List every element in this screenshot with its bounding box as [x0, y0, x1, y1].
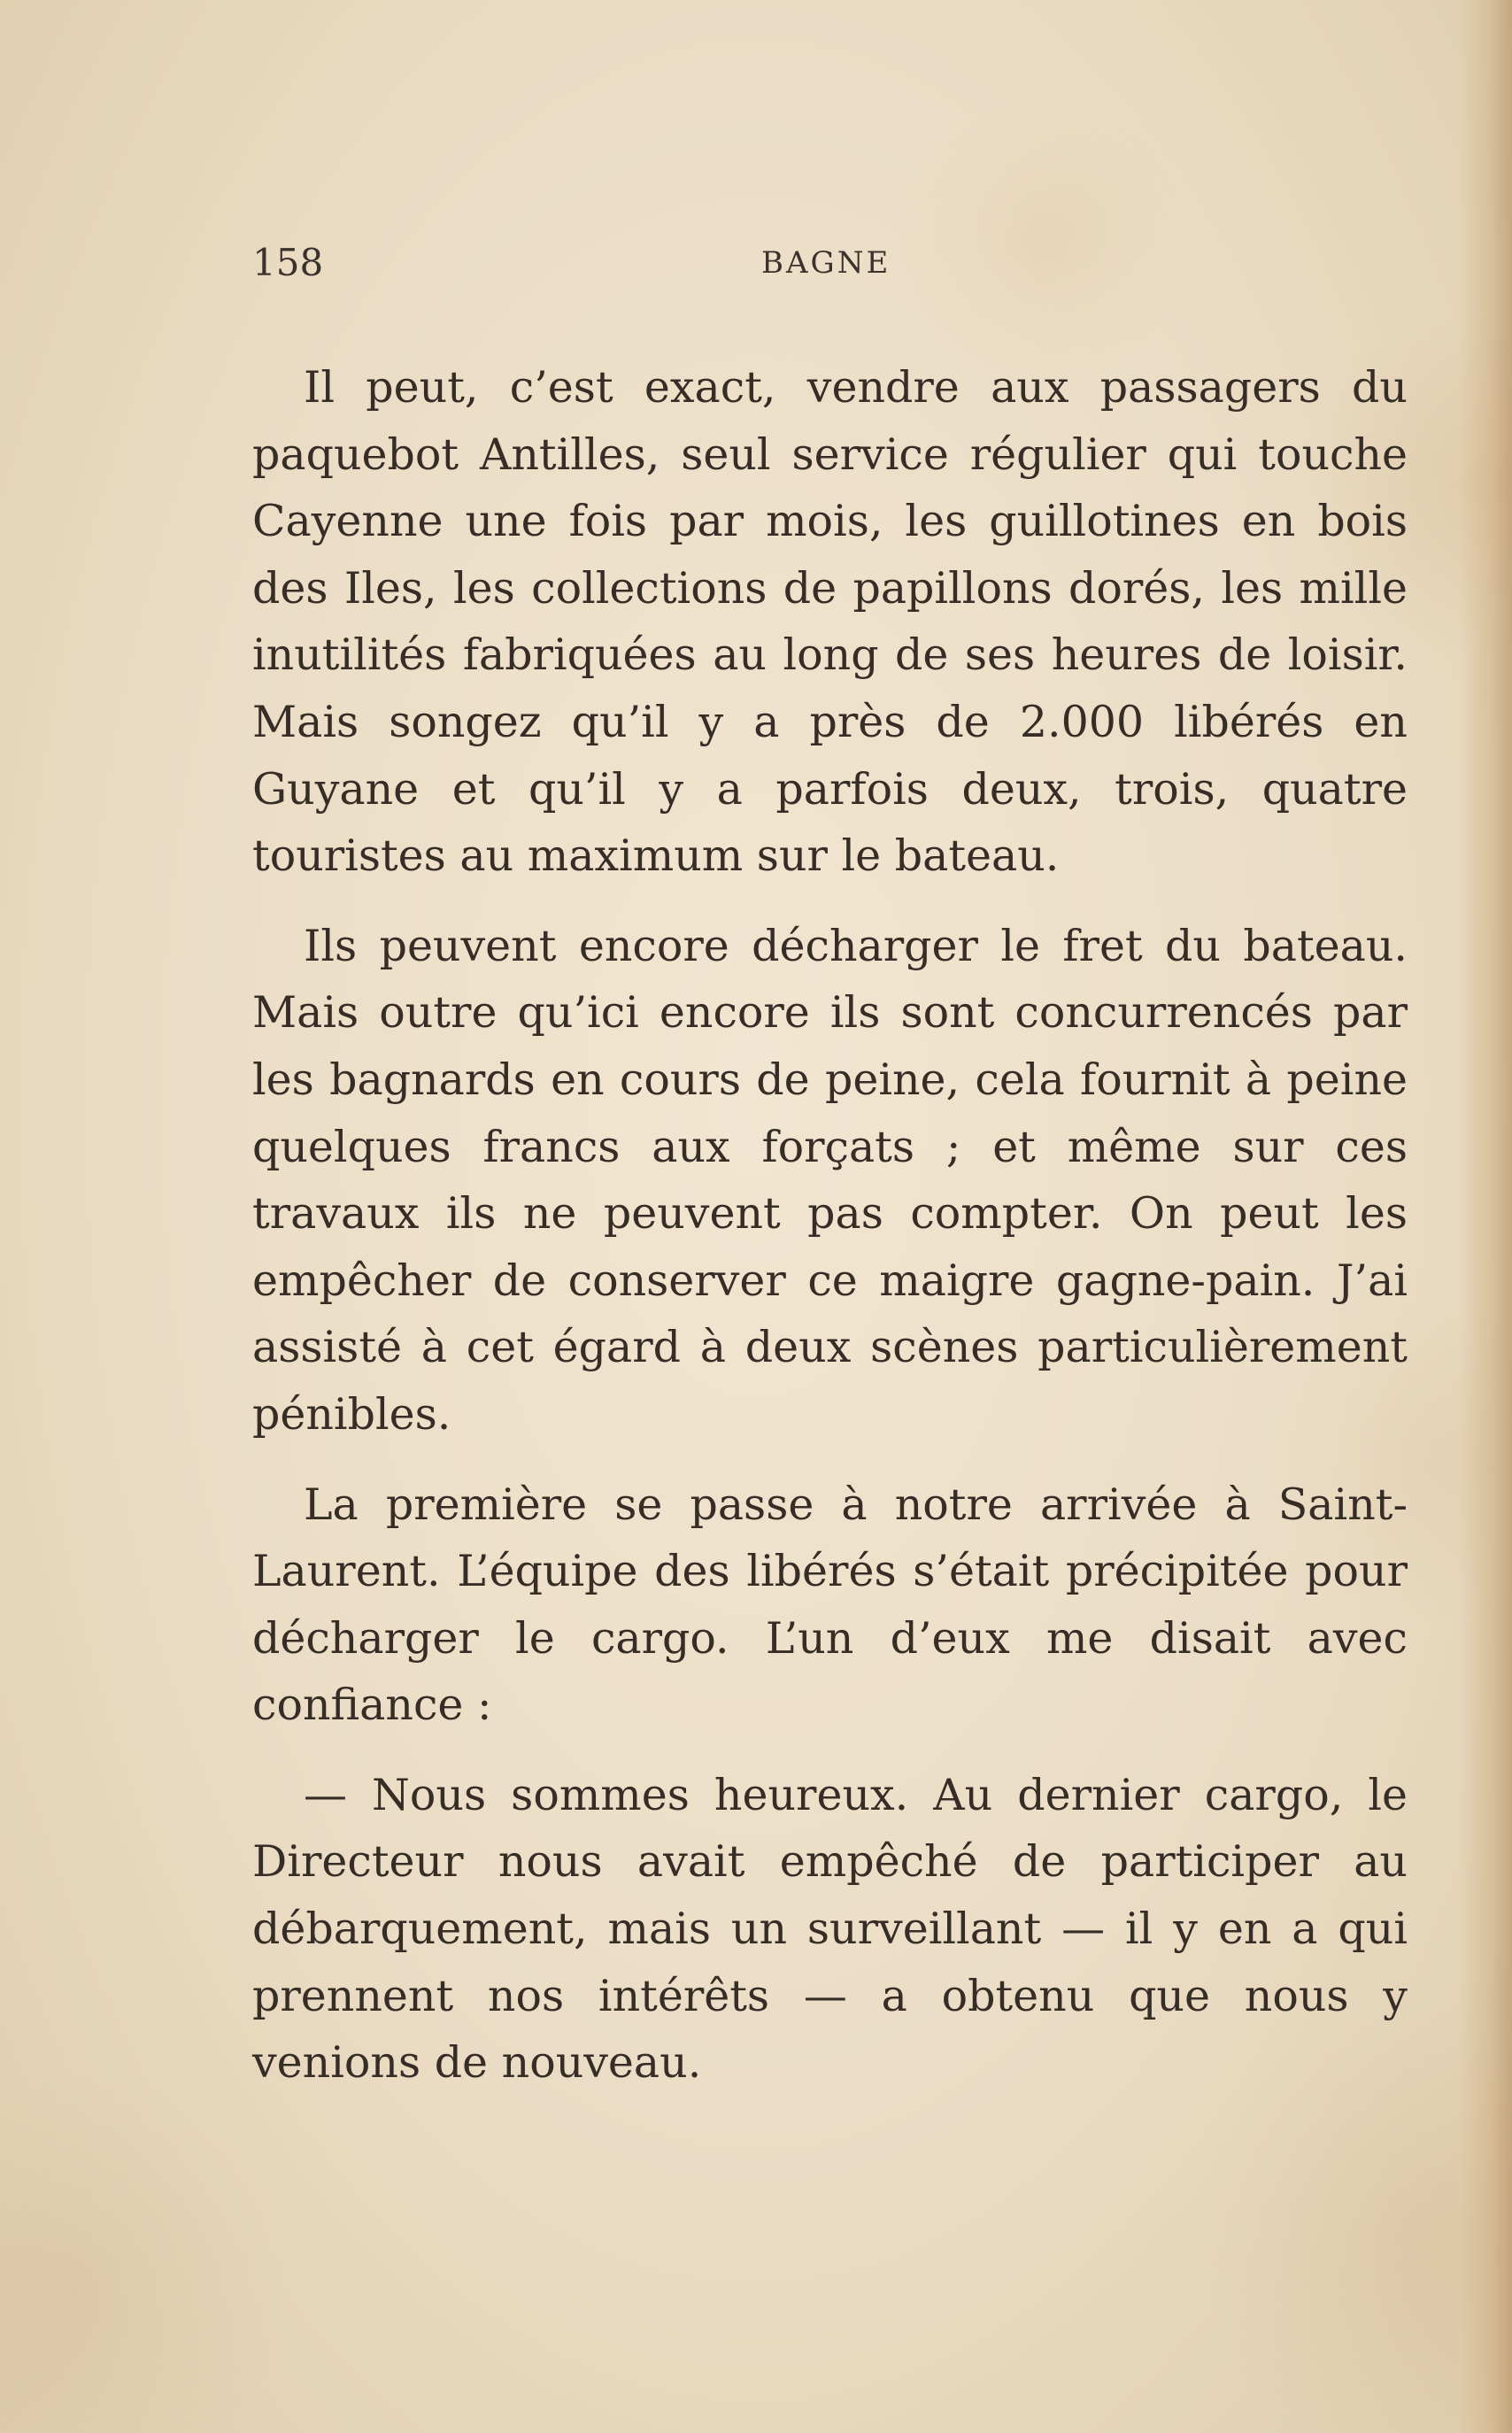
paragraph-2: Ils peuvent encore décharger le fret du bateau. Mais outre qu’ici encore ils sont concurrencés par les bagnards en cours de peine, cela fournit à peine quelques francs aux forçats ; et même sur ces travaux ils ne peuvent pas compter. On peut les empêcher de conserver ce maigre gagne-pain. J’ai assisté à cet égard à deux scènes particulièrement pénibles.	[252, 920, 1408, 1440]
page-number: 158	[252, 241, 324, 284]
body-text	[252, 354, 1408, 2120]
paragraph-3: La première se passe à notre arrivée à Saint-Laurent. L’équipe des libérés s’était précipitée pour décharger le cargo. L’un d’eux me disait avec confiance :	[252, 1479, 1408, 1731]
running-title: BAGNE	[761, 245, 891, 281]
page-edge-shadow	[1459, 0, 1512, 2433]
paragraph-1: Il peut, c’est exact, vendre aux passagers du paquebot Antilles, seul service régulier qui touche Cayenne une fois par mois, les guillotines en bois des Iles, les collections de papillons dorés, les mille inutilités fabriquées au long de ses heures de loisir. Mais songez qu’il y a près de 2.000 libérés en Guyane et qu’il y a parfois deux, trois, quatre touristes au maximum sur le bateau.	[252, 362, 1408, 882]
page-header	[252, 232, 1412, 294]
paragraph-4-dialogue: — Nous sommes heureux. Au dernier cargo, le Directeur nous avait empêché de participer au débarquement, mais un surveillant — il y en a qui prennent nos intérêts — a obtenu que nous y venions de nouveau.	[252, 1769, 1408, 2089]
